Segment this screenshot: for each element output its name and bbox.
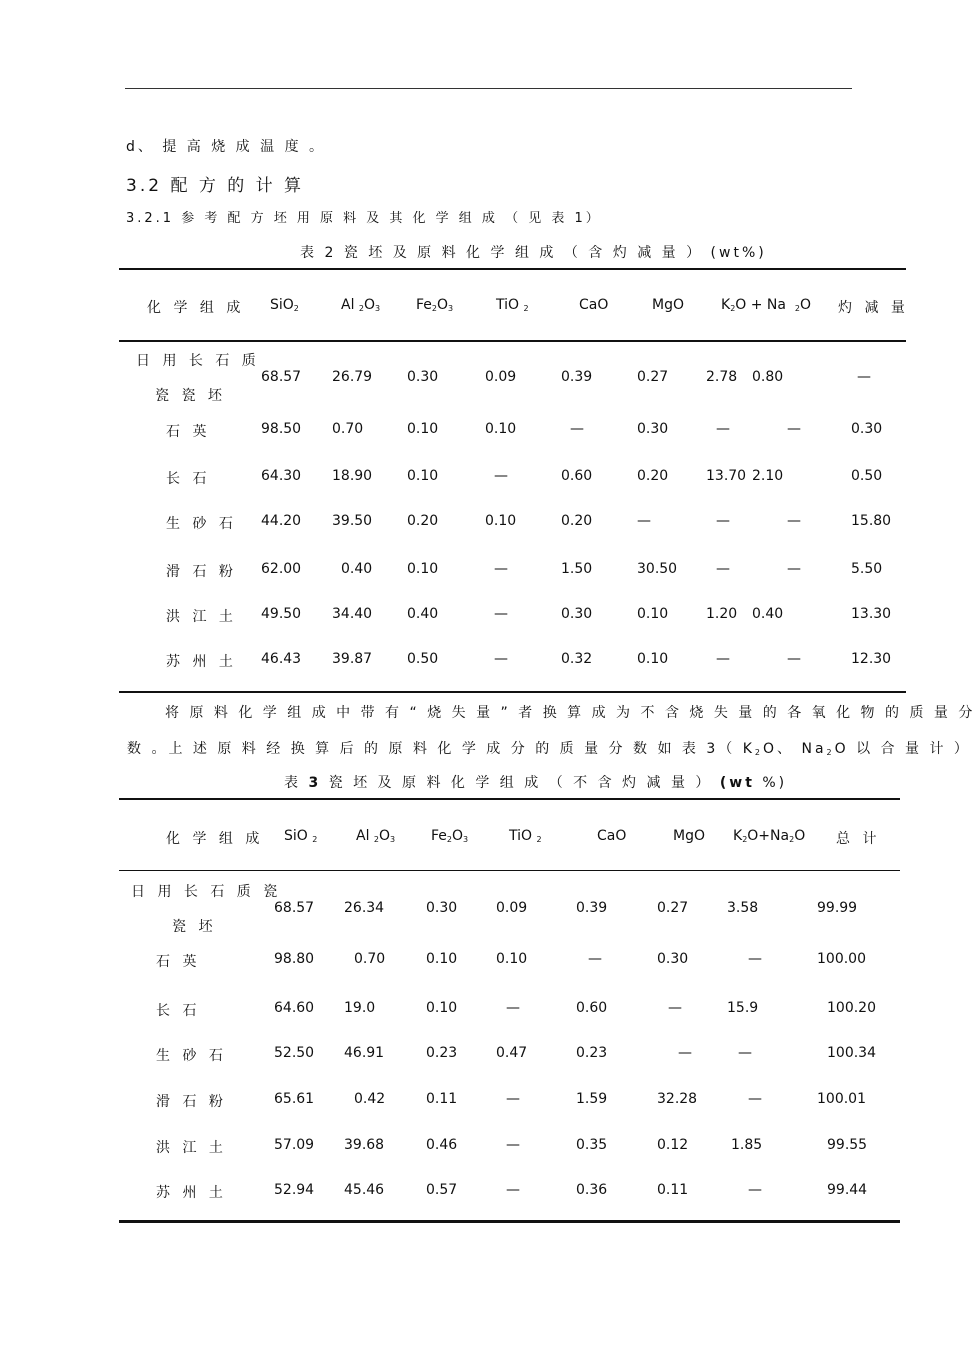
table2-cell: 0.40 (407, 606, 439, 622)
table2-cell: 0.10 (407, 421, 439, 437)
table3-cell: 0.30 (657, 951, 689, 967)
table2-header-composition: 化 学 组 成 (147, 300, 245, 316)
table2-cell: 0.27 (637, 369, 669, 385)
table3-header-total: 总 计 (836, 831, 881, 847)
table3-cell: 0.11 (657, 1182, 689, 1198)
table3-cell: 64.60 (274, 1000, 315, 1016)
table3-cell: 45.46 (344, 1182, 385, 1198)
table2-cell: — (494, 606, 508, 622)
table2-cell: 2.10 (752, 468, 784, 484)
table2-cell: 0.10 (407, 468, 439, 484)
table2-cell: 0.60 (561, 468, 593, 484)
table3-cell: — (588, 951, 602, 967)
table2-cell: 18.90 (332, 468, 373, 484)
table2-cell: — (787, 421, 801, 437)
table3-cell: 0.10 (426, 951, 458, 967)
table3-cell: 46.91 (344, 1045, 385, 1061)
table3-cell: 68.57 (274, 900, 315, 916)
table2-cell: — (787, 513, 801, 529)
table2-cell: 1.20 (706, 606, 738, 622)
table2-cell: 68.57 (261, 369, 302, 385)
table3-cell: 0.42 (354, 1091, 386, 1107)
table3-cell: 0.35 (576, 1137, 608, 1153)
table3-cell: 100.01 (817, 1091, 866, 1107)
table3-cell: — (506, 1000, 520, 1016)
table3-row-name: 苏 州 土 (156, 1185, 227, 1201)
table2-cell: — (716, 651, 730, 667)
table3-cell: 0.27 (657, 900, 689, 916)
table3-cell: — (748, 951, 762, 967)
table2-cell: 39.50 (332, 513, 373, 529)
table3-cell: 0.60 (576, 1000, 608, 1016)
table2-cell: 0.40 (752, 606, 784, 622)
list-item-d: d、 提 高 烧 成 温 度 。 (126, 139, 327, 155)
table3-header-tio2: TiO $_2$ (509, 828, 542, 844)
table3-cell: 0.70 (354, 951, 386, 967)
table2-row-name: 滑 石 粉 (166, 564, 237, 580)
table3-row-name: 滑 石 粉 (156, 1094, 227, 1110)
table2-cell: 98.50 (261, 421, 302, 437)
table2-cell: 1.50 (561, 561, 593, 577)
table2-cell: 39.87 (332, 651, 373, 667)
table3-cell: 0.09 (496, 900, 528, 916)
table2-header-loss: 灼 减 量 (838, 300, 909, 316)
table3-header-rule (119, 870, 900, 871)
table2-cell: 0.70 (332, 421, 364, 437)
table3-cell: — (506, 1137, 520, 1153)
table2-cell: 0.50 (407, 651, 439, 667)
table2-row-name-cont: 瓷 瓷 坯 (155, 388, 226, 404)
table3-cell: 3.58 (727, 900, 759, 916)
page-header-rule (125, 88, 852, 89)
table3-cell: 0.30 (426, 900, 458, 916)
table3-cell: 99.44 (827, 1182, 868, 1198)
table2-cell: 0.20 (637, 468, 669, 484)
table2-cell: 0.09 (485, 369, 517, 385)
table3-row-name-cont: 瓷 坯 (172, 919, 217, 935)
table3-header-mgo: MgO (673, 828, 705, 844)
table3-cell: 32.28 (657, 1091, 698, 1107)
table3-cell: 100.20 (827, 1000, 876, 1016)
table3-header-cao: CaO (597, 828, 627, 844)
table2-cell: 15.80 (851, 513, 892, 529)
table2-cell: — (637, 513, 651, 529)
table3-cell: 15.9 (727, 1000, 759, 1016)
table2-cell: 0.32 (561, 651, 593, 667)
table3-header-fe2o3: $Fe_2O_3$ (431, 828, 469, 844)
table2-cell: 0.40 (341, 561, 373, 577)
table3-cell: 0.11 (426, 1091, 458, 1107)
table3-row-name: 长 石 (156, 1003, 201, 1019)
table3-cell: — (506, 1091, 520, 1107)
table2-bottom-rule (119, 691, 906, 693)
table2-header-k2o-na2o: $K_2O + Na$ $_2$O (721, 297, 812, 313)
table2-header-cao: CaO (579, 297, 609, 313)
table2-header-tio2: TiO $_2$ (496, 297, 529, 313)
table3-cell: 0.47 (496, 1045, 528, 1061)
table3-cell: 99.99 (817, 900, 858, 916)
table2-cell: 62.00 (261, 561, 302, 577)
table2-cell: 0.39 (561, 369, 593, 385)
table3-cell: 1.59 (576, 1091, 608, 1107)
table2-cell: 26.79 (332, 369, 373, 385)
table2-cell: 34.40 (332, 606, 373, 622)
table2-cell: 13.30 (851, 606, 892, 622)
table2-cell: — (857, 369, 871, 385)
table2-header-fe2o3: $Fe_2O_3$ (416, 297, 454, 313)
table3-cell: — (748, 1091, 762, 1107)
table3-cell: 39.68 (344, 1137, 385, 1153)
table2-cell: 12.30 (851, 651, 892, 667)
table3-cell: 0.23 (426, 1045, 458, 1061)
table2-header-mgo: MgO (652, 297, 684, 313)
table2-cell: — (716, 421, 730, 437)
table3-cell: 65.61 (274, 1091, 315, 1107)
paragraph-line-2: 数 。上 述 原 料 经 换 算 后 的 原 料 化 学 成 分 的 质 量 分 数 如 表 3（ $K_2O$、 $Na_2O$ 以 合 量 计 ） (127, 741, 971, 757)
section-title: 3.2 配 方 的 计 算 (126, 176, 305, 196)
table3-cell: 52.94 (274, 1182, 315, 1198)
table2-cell: 0.20 (561, 513, 593, 529)
table3-cell: 0.12 (657, 1137, 689, 1153)
table3-row-name: 生 砂 石 (156, 1048, 227, 1064)
table2-cell: 0.20 (407, 513, 439, 529)
table2-row-name: 生 砂 石 (166, 516, 237, 532)
table2-cell: 0.30 (637, 421, 669, 437)
table3-cell: 0.10 (426, 1000, 458, 1016)
table2-cell: — (570, 421, 584, 437)
table3-caption: 表 3 瓷 坯 及 原 料 化 学 组 成 （ 不 含 灼 减 量 ） (wt %) (284, 775, 788, 791)
table2-cell: — (716, 561, 730, 577)
table3-cell: 98.80 (274, 951, 315, 967)
table2-cell: 46.43 (261, 651, 302, 667)
table2-row-name: 长 石 (166, 471, 211, 487)
table3-header-sio2: SiO $_2$ (284, 828, 318, 844)
table3-cell: 0.39 (576, 900, 608, 916)
table2-cell: — (716, 513, 730, 529)
table3-cell: — (748, 1182, 762, 1198)
table2-cell: 2.78 (706, 369, 738, 385)
table2-header-rule (119, 340, 906, 342)
table3-cell: 99.55 (827, 1137, 868, 1153)
table2-cell: 0.10 (485, 421, 517, 437)
table3-cell: 52.50 (274, 1045, 315, 1061)
table2-row-name: 石 英 (166, 424, 211, 440)
table2-cell: — (787, 561, 801, 577)
table2-cell: — (787, 651, 801, 667)
table2-caption: 表 2 瓷 坯 及 原 料 化 学 组 成 （ 含 灼 减 量 ） (wt%) (300, 245, 767, 261)
table2-cell: 30.50 (637, 561, 678, 577)
table2-cell: 0.30 (561, 606, 593, 622)
table2-header-sio2: SiO$_2$ (270, 297, 299, 313)
table3-cell: 100.34 (827, 1045, 876, 1061)
table2-cell: 49.50 (261, 606, 302, 622)
table2-top-rule (119, 268, 906, 270)
table3-cell: — (738, 1045, 752, 1061)
table3-header-al2o3: Al $_2O_3$ (356, 828, 396, 844)
table2-row-name: 苏 州 土 (166, 654, 237, 670)
table2-cell: 5.50 (851, 561, 883, 577)
table3-cell: 0.36 (576, 1182, 608, 1198)
table3-top-rule (119, 798, 900, 800)
table2-cell: 0.10 (407, 561, 439, 577)
table3-cell: 19.0 (344, 1000, 376, 1016)
table3-row-name: 石 英 (156, 954, 201, 970)
table2-cell: 0.80 (752, 369, 784, 385)
table3-row-name: 日 用 长 石 质 瓷 (131, 884, 282, 900)
table3-cell: — (506, 1182, 520, 1198)
table3-header-composition: 化 学 组 成 (166, 831, 264, 847)
table2-cell: 0.30 (851, 421, 883, 437)
table2-cell: 0.10 (485, 513, 517, 529)
table3-cell: — (678, 1045, 692, 1061)
table2-cell: 13.70 (706, 468, 747, 484)
table3-bottom-rule (119, 1220, 900, 1223)
table3-cell: 1.85 (731, 1137, 763, 1153)
table2-cell: 44.20 (261, 513, 302, 529)
table3-cell: — (668, 1000, 682, 1016)
table2-cell: 0.10 (637, 651, 669, 667)
table3-cell: 0.10 (496, 951, 528, 967)
table2-cell: 0.30 (407, 369, 439, 385)
table3-cell: 0.46 (426, 1137, 458, 1153)
table3-header-k2o-na2o: $K_2O+Na_2O$ (733, 828, 806, 844)
table2-row-name: 日 用 长 石 质 (136, 353, 260, 369)
subsection-title: 3.2.1 参 考 配 方 坯 用 原 料 及 其 化 学 组 成 （ 见 表 1） (126, 211, 602, 226)
table2-cell: 0.50 (851, 468, 883, 484)
table2-row-name: 洪 江 土 (166, 609, 237, 625)
paragraph-line-1: 将 原 料 化 学 组 成 中 带 有 “ 烧 失 量 ” 者 换 算 成 为 不 含 烧 失 量 的 各 氧 化 物 的 质 量 分 (165, 705, 975, 721)
table2-cell: — (494, 651, 508, 667)
table2-cell: 64.30 (261, 468, 302, 484)
table2-cell: — (494, 468, 508, 484)
table3-cell: 100.00 (817, 951, 866, 967)
table3-row-name: 洪 江 土 (156, 1140, 227, 1156)
table2-cell: 0.10 (637, 606, 669, 622)
table2-header-al2o3: Al $_2O_3$ (341, 297, 381, 313)
table3-cell: 0.57 (426, 1182, 458, 1198)
table3-cell: 57.09 (274, 1137, 315, 1153)
table2-cell: — (494, 561, 508, 577)
table3-cell: 0.23 (576, 1045, 608, 1061)
table3-cell: 26.34 (344, 900, 385, 916)
